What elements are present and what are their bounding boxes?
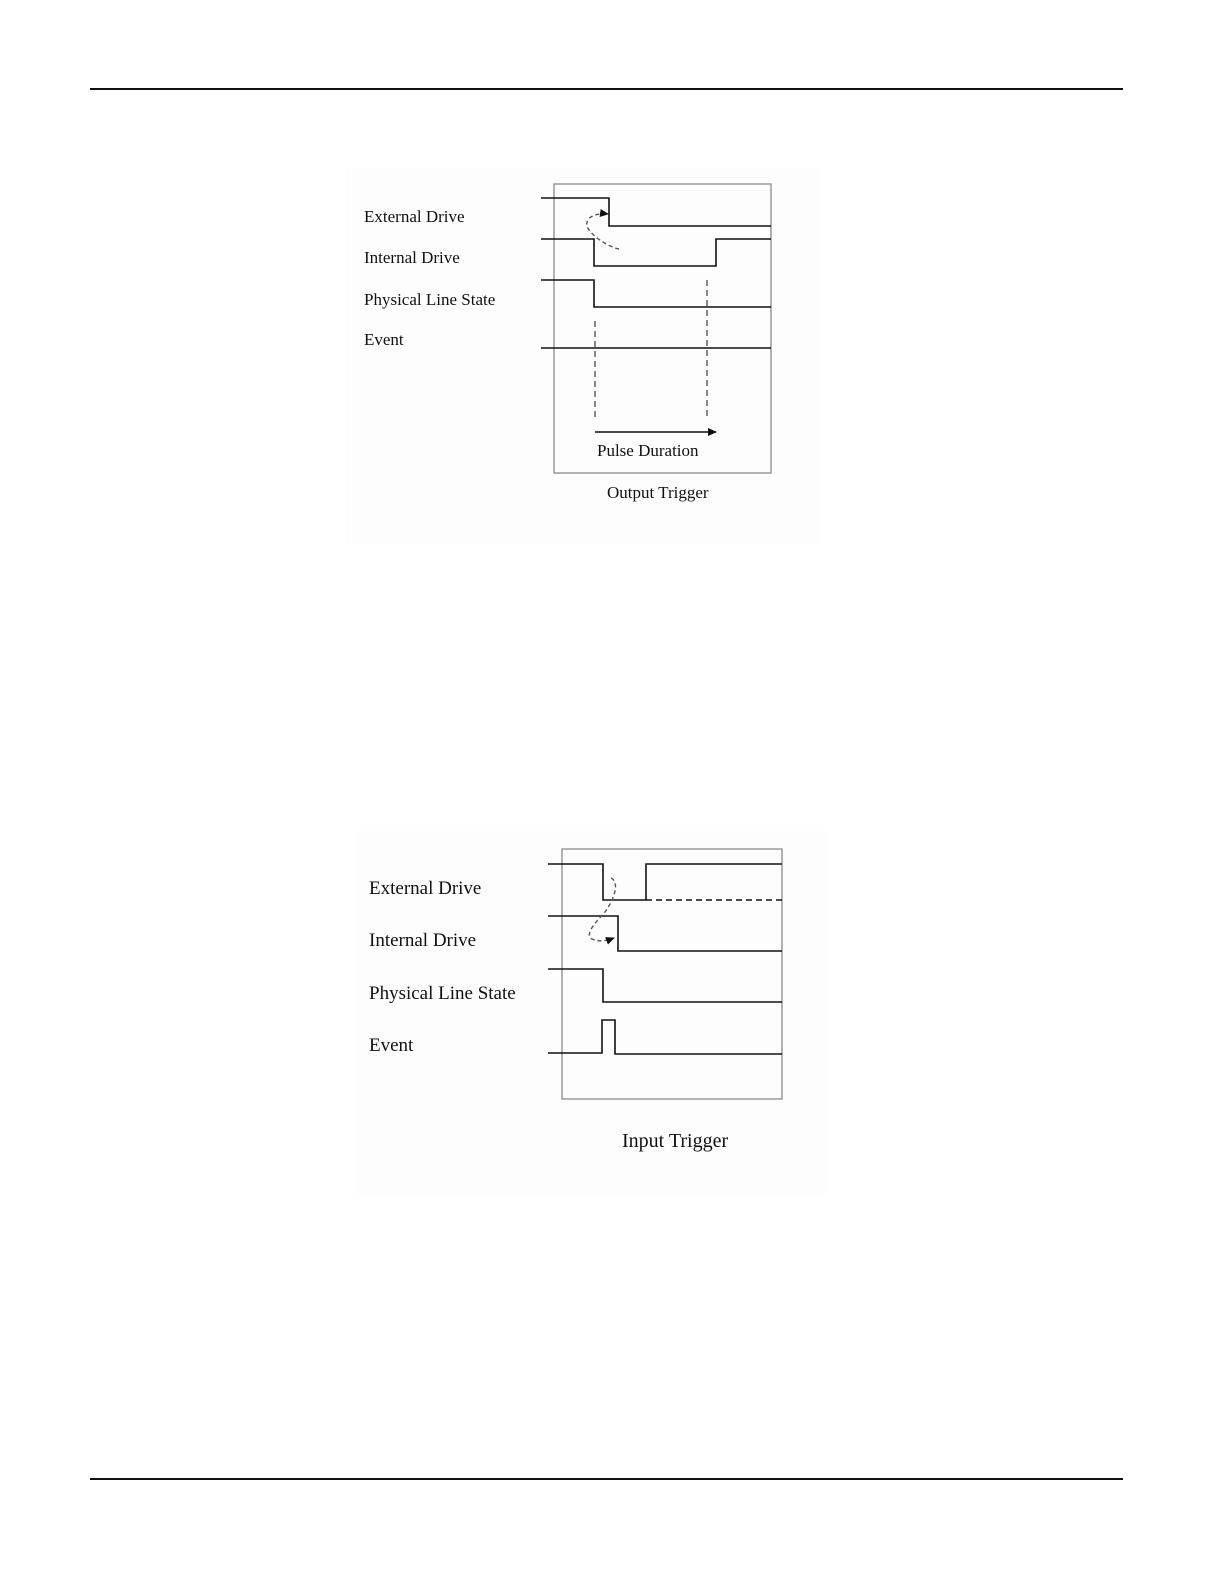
signal-label-event: Event: [364, 330, 404, 349]
physical-line-state-waveform: [541, 280, 771, 307]
internal-drive-waveform: [548, 916, 782, 951]
pulse-duration-label: Pulse Duration: [597, 441, 699, 460]
signal-label-internal-drive: Internal Drive: [369, 930, 477, 951]
drive-coupling-dashed-arrow: [587, 214, 619, 249]
input-trigger-diagram: [356, 830, 826, 1195]
output-trigger-frame: [554, 184, 771, 473]
event-waveform: [548, 1020, 782, 1054]
external-drive-waveform: [548, 864, 782, 900]
signal-label-physical-line-state: Physical Line State: [369, 983, 516, 1004]
footer-rule: [90, 1478, 1123, 1480]
signal-label-internal-drive: Internal Drive: [364, 248, 460, 267]
output-trigger-caption: Output Trigger: [607, 483, 709, 502]
header-rule: [90, 88, 1123, 90]
input-trigger-caption: Input Trigger: [622, 1130, 729, 1152]
signal-label-external-drive: External Drive: [364, 207, 465, 226]
input-trigger-frame: [562, 849, 782, 1099]
signal-label-event: Event: [369, 1035, 414, 1056]
signal-label-external-drive: External Drive: [369, 878, 482, 899]
signal-label-physical-line-state: Physical Line State: [364, 290, 496, 309]
external-drive-waveform: [541, 198, 771, 226]
internal-drive-waveform: [541, 239, 771, 266]
output-trigger-diagram: [346, 168, 820, 543]
physical-line-state-waveform: [548, 969, 782, 1002]
